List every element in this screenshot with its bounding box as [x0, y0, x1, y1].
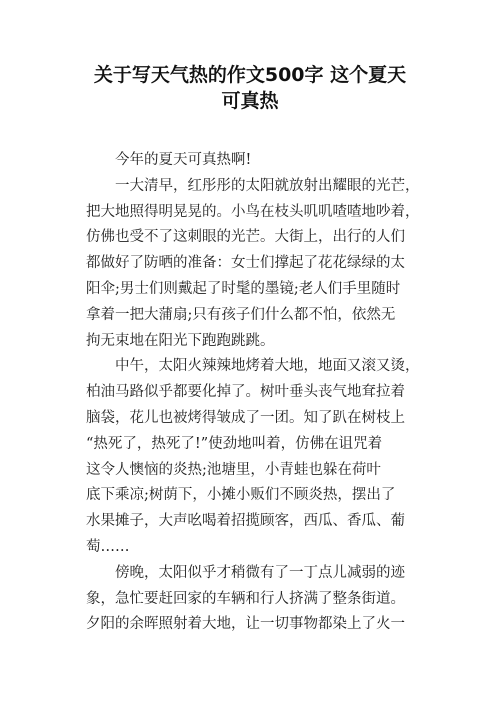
text-line: 中午，太阳火辣辣地烤着大地，地面又滚又烫， [115, 358, 420, 375]
title-line: 关于写天气热的作文500字 这个夏天 [93, 64, 407, 86]
text-line: 这令人懊恼的炎热;池塘里，小青蛙也躲在荷叶 [86, 461, 381, 478]
text-line: 拘无束地在阳光下跑跑跳跳。 [86, 332, 275, 349]
essay-body [86, 148, 426, 638]
text-line: 拿着一把大蒲扇;只有孩子们什么都不怕，依然无 [86, 306, 396, 323]
text-line: 脑袋，花儿也被烤得皱成了一团。知了趴在树枝上 [86, 409, 405, 426]
text-line: 一大清早，红彤彤的太阳就放射出耀眼的光芒， [115, 177, 420, 194]
text-line: 萄…… [86, 538, 130, 555]
text-line: 把大地照得明晃晃的。小鸟在枝头叽叽喳喳地吵着， [86, 203, 420, 220]
text-line: 都做好了防晒的准备：女士们撑起了花花绿绿的太 [86, 255, 405, 272]
text-line: 水果摊子，大声吆喝着招揽顾客，西瓜、香瓜、葡 [86, 513, 405, 530]
text-line: 仿佛也受不了这刺眼的光芒。大街上，出行的人们 [86, 229, 405, 246]
text-line: 夕阳的余晖照射着大地，让一切事物都染上了火一 [86, 616, 405, 633]
text-line: 柏油马路似乎都要化掉了。树叶垂头丧气地耷拉着 [86, 384, 405, 401]
text-line: 傍晚，太阳似乎才稍微有了一丁点儿减弱的迹 [115, 564, 405, 581]
text-line: 阳伞;男士们则戴起了时髦的墨镜;老人们手里随时 [86, 280, 401, 297]
text-line: 今年的夏天可真热啊! [115, 152, 252, 168]
document-title [70, 62, 430, 114]
text-line: “热死了，热死了!”使劲地叫着，仿佛在诅咒着 [86, 435, 383, 452]
text-line: 底下乘凉;树荫下，小摊小贩们不顾炎热，摆出了 [86, 487, 396, 504]
text-line: 象，急忙要赶回家的车辆和行人挤满了整条街道。 [86, 590, 405, 607]
title-line: 可真热 [221, 89, 279, 112]
